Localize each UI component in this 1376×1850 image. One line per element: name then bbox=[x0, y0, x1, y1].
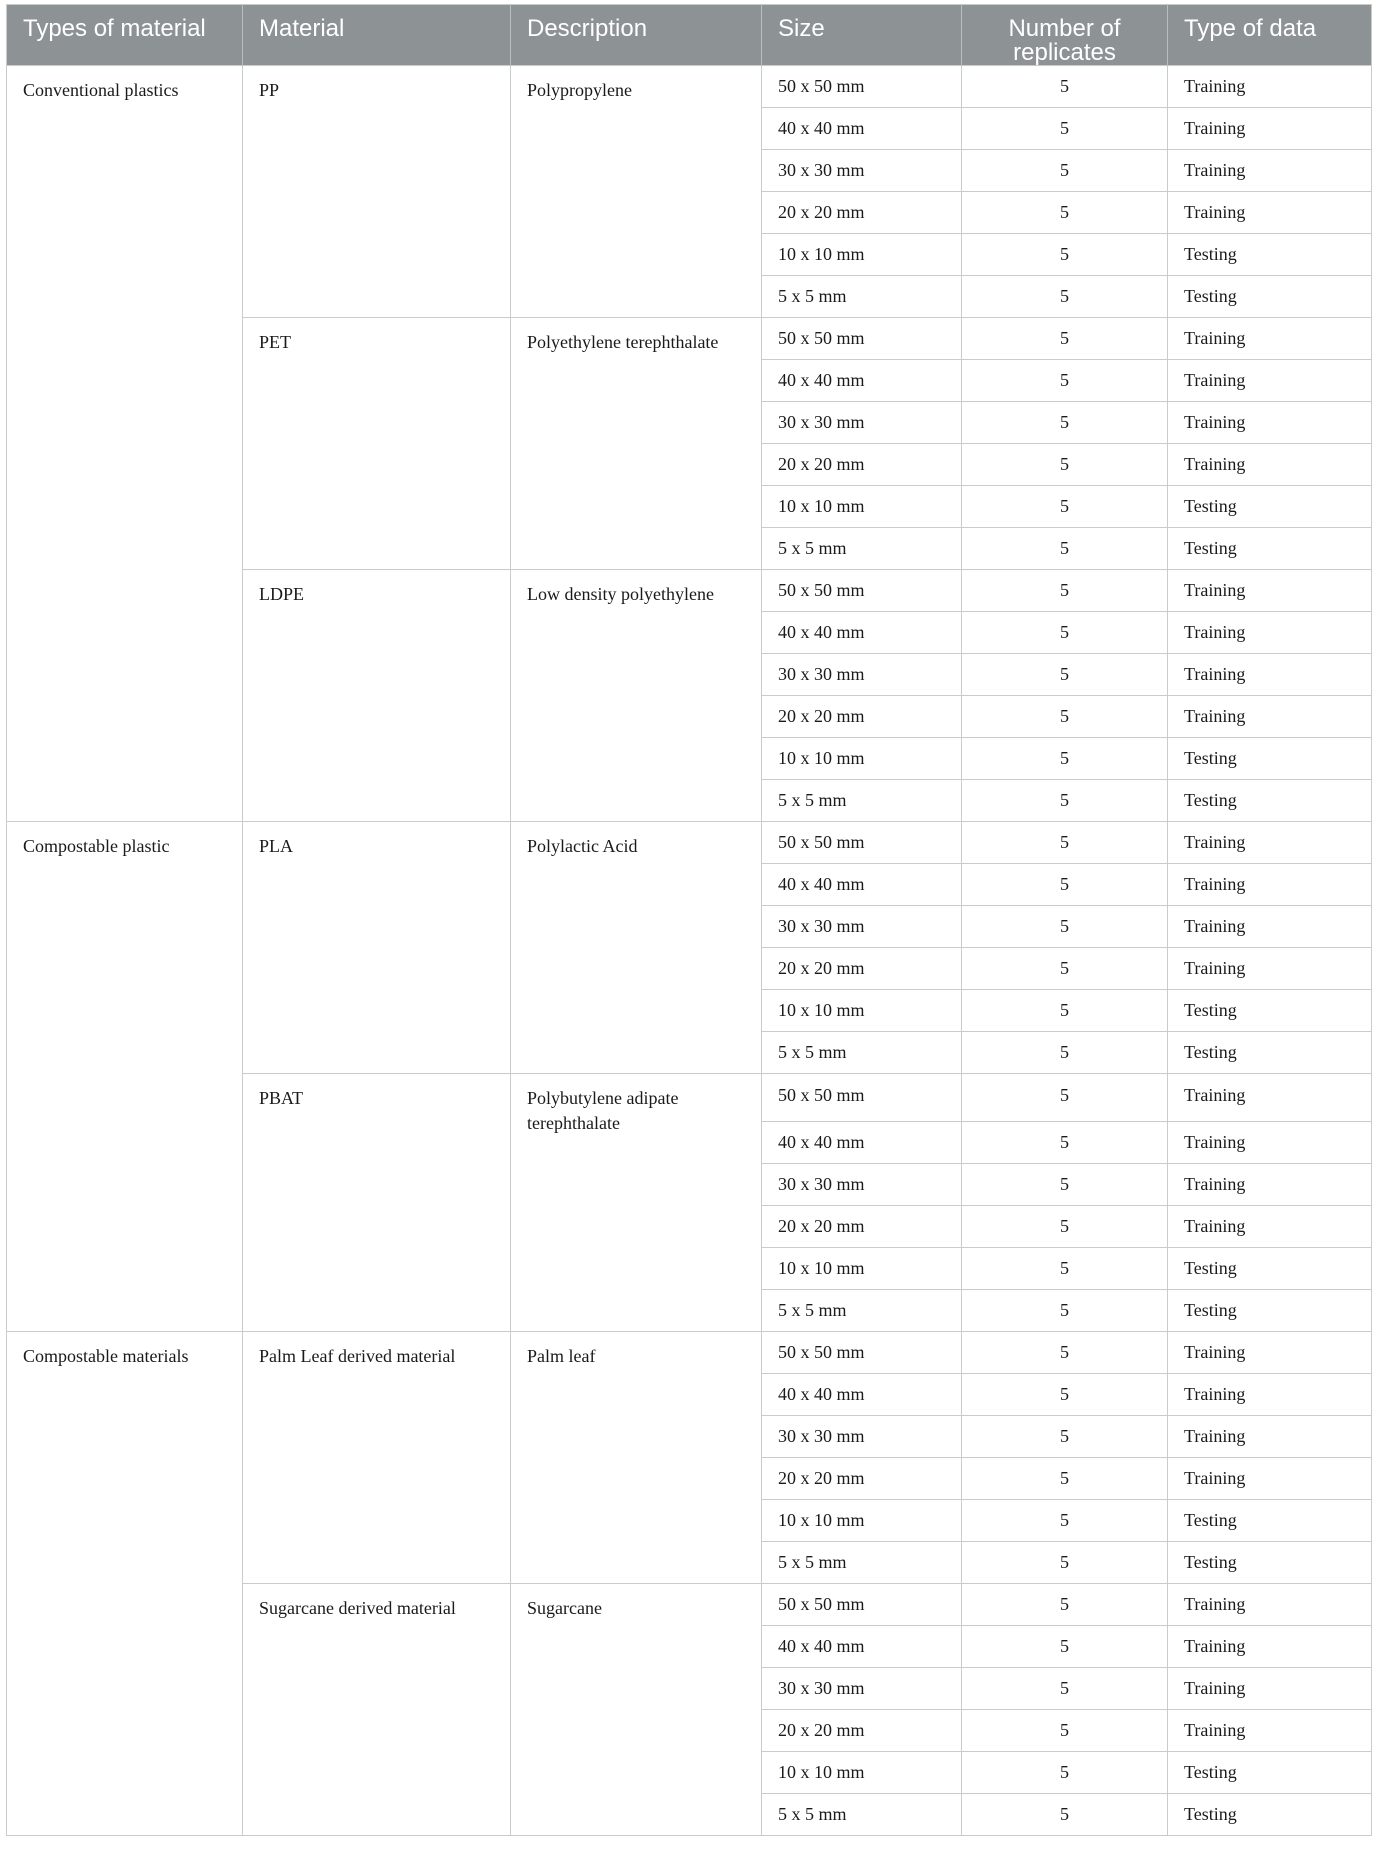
cell-material: PP bbox=[243, 66, 511, 318]
cell-type-of-data: Testing bbox=[1168, 738, 1372, 780]
cell-type-of-data: Testing bbox=[1168, 1542, 1372, 1584]
cell-size: 10 x 10 mm bbox=[762, 990, 962, 1032]
cell-size: 10 x 10 mm bbox=[762, 1752, 962, 1794]
cell-type-of-data: Training bbox=[1168, 360, 1372, 402]
table-body bbox=[7, 66, 1372, 1836]
cell-size: 10 x 10 mm bbox=[762, 234, 962, 276]
cell-type-of-data: Training bbox=[1168, 696, 1372, 738]
cell-replicates: 5 bbox=[962, 66, 1168, 108]
cell-type-of-data: Testing bbox=[1168, 1032, 1372, 1074]
cell-replicates: 5 bbox=[962, 1626, 1168, 1668]
cell-replicates: 5 bbox=[962, 1248, 1168, 1290]
header-row bbox=[7, 5, 1372, 66]
cell-replicates: 5 bbox=[962, 864, 1168, 906]
cell-material: LDPE bbox=[243, 570, 511, 822]
cell-replicates: 5 bbox=[962, 192, 1168, 234]
cell-replicates: 5 bbox=[962, 150, 1168, 192]
cell-replicates: 5 bbox=[962, 1584, 1168, 1626]
cell-size: 10 x 10 mm bbox=[762, 1248, 962, 1290]
header-number-of-replicates: Number of replicates bbox=[962, 5, 1168, 66]
cell-replicates: 5 bbox=[962, 318, 1168, 360]
cell-description: Polyethylene terephthalate bbox=[511, 318, 762, 570]
cell-type-of-data: Testing bbox=[1168, 1794, 1372, 1836]
cell-replicates: 5 bbox=[962, 1074, 1168, 1122]
cell-description: Polylactic Acid bbox=[511, 822, 762, 1074]
cell-type-of-data: Training bbox=[1168, 1164, 1372, 1206]
cell-type-of-data: Testing bbox=[1168, 486, 1372, 528]
cell-replicates: 5 bbox=[962, 276, 1168, 318]
cell-replicates: 5 bbox=[962, 1164, 1168, 1206]
cell-size: 5 x 5 mm bbox=[762, 1542, 962, 1584]
cell-size: 20 x 20 mm bbox=[762, 696, 962, 738]
cell-size: 20 x 20 mm bbox=[762, 1458, 962, 1500]
cell-type-of-data: Training bbox=[1168, 864, 1372, 906]
cell-type-of-data: Training bbox=[1168, 612, 1372, 654]
cell-replicates: 5 bbox=[962, 108, 1168, 150]
cell-replicates: 5 bbox=[962, 1752, 1168, 1794]
cell-description: Polypropylene bbox=[511, 66, 762, 318]
cell-material: Sugarcane derived material bbox=[243, 1584, 511, 1836]
cell-replicates: 5 bbox=[962, 1458, 1168, 1500]
cell-replicates: 5 bbox=[962, 570, 1168, 612]
cell-type-of-data: Training bbox=[1168, 444, 1372, 486]
cell-replicates: 5 bbox=[962, 654, 1168, 696]
header-description: Description bbox=[511, 5, 762, 66]
cell-size: 30 x 30 mm bbox=[762, 1416, 962, 1458]
cell-size: 5 x 5 mm bbox=[762, 1794, 962, 1836]
cell-replicates: 5 bbox=[962, 234, 1168, 276]
cell-size: 40 x 40 mm bbox=[762, 1122, 962, 1164]
cell-type-of-data: Training bbox=[1168, 948, 1372, 990]
cell-replicates: 5 bbox=[962, 696, 1168, 738]
cell-size: 5 x 5 mm bbox=[762, 276, 962, 318]
cell-replicates: 5 bbox=[962, 1500, 1168, 1542]
cell-material: PET bbox=[243, 318, 511, 570]
cell-size: 30 x 30 mm bbox=[762, 654, 962, 696]
table-header bbox=[7, 5, 1372, 66]
cell-type-of-data: Training bbox=[1168, 66, 1372, 108]
cell-type-of-data: Testing bbox=[1168, 780, 1372, 822]
cell-description: Sugarcane bbox=[511, 1584, 762, 1836]
cell-type-of-data: Training bbox=[1168, 1074, 1372, 1122]
cell-size: 50 x 50 mm bbox=[762, 66, 962, 108]
table-row bbox=[7, 66, 1372, 108]
cell-type-of-data: Training bbox=[1168, 1332, 1372, 1374]
cell-size: 5 x 5 mm bbox=[762, 1032, 962, 1074]
cell-type-of-data: Training bbox=[1168, 318, 1372, 360]
cell-replicates: 5 bbox=[962, 1332, 1168, 1374]
cell-type-of-data: Testing bbox=[1168, 1752, 1372, 1794]
header-types-of-material: Types of material bbox=[7, 5, 243, 66]
cell-size: 50 x 50 mm bbox=[762, 822, 962, 864]
header-material: Material bbox=[243, 5, 511, 66]
cell-size: 40 x 40 mm bbox=[762, 108, 962, 150]
cell-replicates: 5 bbox=[962, 1206, 1168, 1248]
cell-material: PBAT bbox=[243, 1074, 511, 1332]
cell-replicates: 5 bbox=[962, 528, 1168, 570]
cell-type-of-data: Training bbox=[1168, 906, 1372, 948]
cell-type-of-data: Training bbox=[1168, 1668, 1372, 1710]
cell-replicates: 5 bbox=[962, 948, 1168, 990]
cell-size: 40 x 40 mm bbox=[762, 1374, 962, 1416]
cell-type-of-material: Compostable plastic bbox=[7, 822, 243, 1332]
cell-type-of-data: Training bbox=[1168, 1626, 1372, 1668]
cell-type-of-data: Testing bbox=[1168, 234, 1372, 276]
cell-size: 30 x 30 mm bbox=[762, 906, 962, 948]
cell-type-of-material: Compostable materials bbox=[7, 1332, 243, 1836]
table-row bbox=[7, 1332, 1372, 1374]
table-row bbox=[7, 822, 1372, 864]
cell-size: 5 x 5 mm bbox=[762, 780, 962, 822]
cell-replicates: 5 bbox=[962, 486, 1168, 528]
header-type-of-data: Type of data bbox=[1168, 5, 1372, 66]
cell-type-of-data: Training bbox=[1168, 1458, 1372, 1500]
cell-replicates: 5 bbox=[962, 738, 1168, 780]
cell-type-of-data: Training bbox=[1168, 108, 1372, 150]
cell-replicates: 5 bbox=[962, 822, 1168, 864]
cell-size: 5 x 5 mm bbox=[762, 1290, 962, 1332]
cell-size: 20 x 20 mm bbox=[762, 1206, 962, 1248]
cell-size: 40 x 40 mm bbox=[762, 1626, 962, 1668]
cell-size: 20 x 20 mm bbox=[762, 1710, 962, 1752]
cell-size: 30 x 30 mm bbox=[762, 402, 962, 444]
table-container bbox=[6, 4, 1371, 1836]
cell-type-of-data: Training bbox=[1168, 1416, 1372, 1458]
cell-type-of-data: Training bbox=[1168, 1584, 1372, 1626]
cell-material: PLA bbox=[243, 822, 511, 1074]
cell-description: Low density polyethylene bbox=[511, 570, 762, 822]
cell-replicates: 5 bbox=[962, 1668, 1168, 1710]
cell-type-of-data: Testing bbox=[1168, 1290, 1372, 1332]
cell-description: Polybutylene adipate terephthalate bbox=[511, 1074, 762, 1332]
cell-size: 50 x 50 mm bbox=[762, 1584, 962, 1626]
cell-size: 10 x 10 mm bbox=[762, 486, 962, 528]
cell-replicates: 5 bbox=[962, 1710, 1168, 1752]
cell-size: 50 x 50 mm bbox=[762, 1074, 962, 1122]
cell-replicates: 5 bbox=[962, 990, 1168, 1032]
cell-type-of-data: Training bbox=[1168, 654, 1372, 696]
cell-replicates: 5 bbox=[962, 444, 1168, 486]
materials-table bbox=[6, 4, 1372, 1836]
cell-type-of-data: Testing bbox=[1168, 990, 1372, 1032]
cell-size: 50 x 50 mm bbox=[762, 570, 962, 612]
cell-size: 40 x 40 mm bbox=[762, 864, 962, 906]
cell-type-of-data: Testing bbox=[1168, 1248, 1372, 1290]
cell-type-of-data: Testing bbox=[1168, 528, 1372, 570]
cell-size: 40 x 40 mm bbox=[762, 360, 962, 402]
cell-replicates: 5 bbox=[962, 1122, 1168, 1164]
cell-size: 30 x 30 mm bbox=[762, 150, 962, 192]
cell-replicates: 5 bbox=[962, 780, 1168, 822]
cell-type-of-data: Training bbox=[1168, 570, 1372, 612]
cell-replicates: 5 bbox=[962, 1374, 1168, 1416]
cell-type-of-data: Training bbox=[1168, 822, 1372, 864]
cell-replicates: 5 bbox=[962, 1794, 1168, 1836]
cell-replicates: 5 bbox=[962, 1416, 1168, 1458]
cell-replicates: 5 bbox=[962, 402, 1168, 444]
cell-type-of-data: Training bbox=[1168, 1206, 1372, 1248]
cell-replicates: 5 bbox=[962, 1032, 1168, 1074]
cell-type-of-data: Training bbox=[1168, 1710, 1372, 1752]
cell-replicates: 5 bbox=[962, 360, 1168, 402]
cell-size: 40 x 40 mm bbox=[762, 612, 962, 654]
cell-type-of-data: Training bbox=[1168, 192, 1372, 234]
cell-size: 10 x 10 mm bbox=[762, 1500, 962, 1542]
cell-type-of-data: Training bbox=[1168, 402, 1372, 444]
cell-size: 20 x 20 mm bbox=[762, 444, 962, 486]
cell-size: 50 x 50 mm bbox=[762, 318, 962, 360]
cell-type-of-data: Testing bbox=[1168, 1500, 1372, 1542]
cell-type-of-data: Training bbox=[1168, 1374, 1372, 1416]
cell-replicates: 5 bbox=[962, 1542, 1168, 1584]
cell-size: 10 x 10 mm bbox=[762, 738, 962, 780]
cell-size: 30 x 30 mm bbox=[762, 1668, 962, 1710]
cell-size: 5 x 5 mm bbox=[762, 528, 962, 570]
cell-description: Palm leaf bbox=[511, 1332, 762, 1584]
header-size: Size bbox=[762, 5, 962, 66]
cell-type-of-data: Training bbox=[1168, 150, 1372, 192]
cell-size: 50 x 50 mm bbox=[762, 1332, 962, 1374]
cell-material: Palm Leaf derived material bbox=[243, 1332, 511, 1584]
cell-size: 30 x 30 mm bbox=[762, 1164, 962, 1206]
cell-type-of-data: Training bbox=[1168, 1122, 1372, 1164]
cell-size: 20 x 20 mm bbox=[762, 948, 962, 990]
cell-size: 20 x 20 mm bbox=[762, 192, 962, 234]
cell-replicates: 5 bbox=[962, 1290, 1168, 1332]
cell-replicates: 5 bbox=[962, 906, 1168, 948]
cell-type-of-material: Conventional plastics bbox=[7, 66, 243, 822]
cell-type-of-data: Testing bbox=[1168, 276, 1372, 318]
cell-replicates: 5 bbox=[962, 612, 1168, 654]
